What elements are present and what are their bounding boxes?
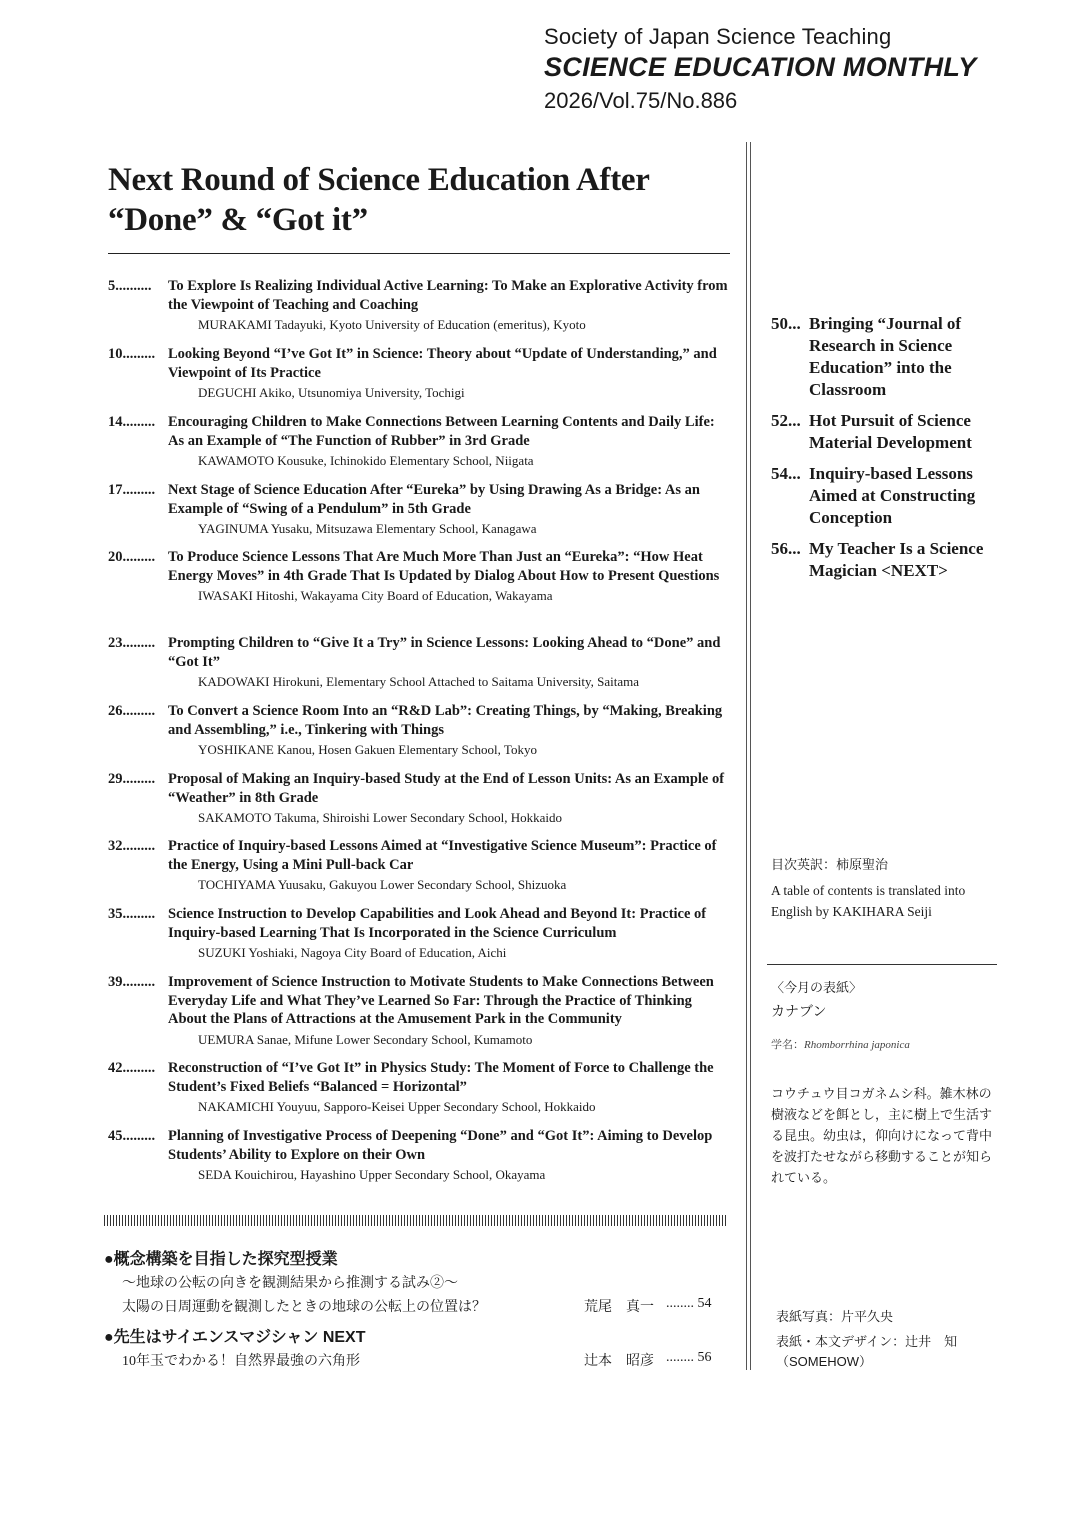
toc-author: DEGUCHI Akiko, Utsunomiya University, Tochigi [198, 385, 465, 400]
society-name: Society of Japan Science Teaching [544, 24, 892, 49]
toc-page: 26......... [108, 703, 156, 719]
right-toc-item[interactable] [771, 410, 1011, 454]
series-subtitle: 〜地球の公転の向きを観測結果から推測する試み②〜 [122, 1276, 458, 1291]
toc-title: To Produce Science Lessons That Are Much More Than Just an “Eureka”: “How Heat Energy Moves” in 4th Grade That Is Updated by Dialog About How to Present Questions [168, 549, 720, 584]
toc-author: SUZUKI Yoshiaki, Nagoya City Board of Education, Aichi [198, 945, 507, 960]
toc-entry[interactable] [108, 702, 728, 759]
feature-title-line1: Next Round of Science Education After [108, 162, 650, 198]
right-toc-title: My Teacher Is a Science Magician <NEXT> [809, 539, 984, 580]
toc-page: 14......... [108, 414, 156, 430]
toc-entry[interactable] [108, 973, 728, 1049]
toc-page: 29......... [108, 771, 156, 787]
toc-entry[interactable] [108, 277, 728, 334]
scientific-name-value: Rhomborrhina japonica [804, 1039, 910, 1051]
toc-entry[interactable] [108, 905, 728, 962]
toc-author: TOCHIYAMA Yuusaku, Gakuyou Lower Secondary School, Shizuoka [198, 877, 567, 892]
right-toc-item[interactable] [771, 538, 1011, 582]
toc-title: Looking Beyond “I’ve Got It” in Science: Theory about “Update of Understanding,” and Viewpoint of Its Practice [168, 346, 717, 381]
right-toc-item[interactable] [771, 463, 1011, 529]
toc-author: YOSHIKANE Kanou, Hosen Gakuen Elementary School, Tokyo [198, 742, 537, 757]
scientific-name-prefix: 学名： [771, 1039, 804, 1051]
series-author: 辻本 昭彦 [584, 1354, 654, 1369]
toc-entry[interactable] [108, 1127, 728, 1184]
toc-title: Prompting Children to “Give It a Try” in Science Lessons: Looking Ahead to “Done” and “Got It” [168, 635, 721, 670]
cover-label: 〈今月の表紙〉 [771, 980, 863, 995]
toc-entry[interactable] [108, 1059, 728, 1116]
right-toc-item[interactable] [771, 313, 1011, 401]
toc-author: KAWAMOTO Kousuke, Ichinokido Elementary School, Niigata [198, 453, 534, 468]
toc-entry[interactable] [108, 770, 728, 827]
series-page: ........ 54 [666, 1296, 712, 1311]
series-page: ........ 56 [666, 1350, 712, 1365]
right-toc-page: 56... [771, 539, 801, 558]
right-toc-page: 54... [771, 464, 801, 483]
toc-page: 32......... [108, 838, 156, 854]
series-heading: ●概念構築を目指した探究型授業 [104, 1251, 338, 1268]
right-toc-title: Bringing “Journal of Research in Science Education” into the Classroom [809, 314, 962, 399]
toc-author: UEMURA Sanae, Mifune Lower Secondary School, Kumamoto [198, 1031, 533, 1047]
translator-credit-en: A table of contents is translated into English by KAKIHARA Seiji [771, 883, 966, 919]
toc-title: Improvement of Science Instruction to Motivate Students to Make Connections Between Everyday Life and What They’ve Learned So Far: Through the Practice of Thinking About the Plans of Attractions at the Amusement Park in the Community [168, 974, 714, 1027]
scientific-name [771, 1036, 910, 1052]
column-divider [746, 142, 751, 1370]
feature-divider [108, 253, 730, 254]
toc-author: MURAKAMI Tadayuki, Kyoto University of Education (emeritus), Kyoto [198, 317, 586, 332]
toc-entry[interactable] [108, 548, 728, 605]
toc-title: Proposal of Making an Inquiry-based Study at the End of Lesson Units: As an Example of “Weather” in 8th Grade [168, 771, 725, 806]
toc-page: 10......... [108, 346, 156, 362]
right-toc-page: 52... [771, 411, 801, 430]
toc-author: IWASAKI Hitoshi, Wakayama City Board of Education, Wakayama [198, 588, 553, 603]
toc-title: Reconstruction of “I’ve Got It” in Physics Study: The Moment of Force to Challenge the Student’s Fixed Beliefs “Balanced = Horizontal” [168, 1060, 714, 1095]
toc-title: Planning of Investigative Process of Deepening “Done” and “Got It”: Aiming to Develop Students’ Ability to Explore on their Own [168, 1128, 713, 1163]
toc-author: SEDA Kouichirou, Hayashino Upper Secondary School, Okayama [198, 1167, 546, 1182]
toc-page: 42......... [108, 1060, 156, 1076]
toc-page: 17......... [108, 482, 156, 498]
toc-title: Next Stage of Science Education After “Eureka” by Using Drawing As a Bridge: As an Example of “Swing of a Pendulum” in 5th Grade [168, 482, 700, 517]
toc-title: To Convert a Science Room Into an “R&D Lab”: Creating Things, by “Making, Breaking and Assembling,” i.e., Tinkering with Things [168, 703, 723, 738]
series-heading: ●先生はサイエンスマジシャン NEXT [104, 1329, 366, 1346]
magazine-title: SCIENCE EDUCATION MONTHLY [544, 52, 977, 82]
toc-entry[interactable] [108, 634, 728, 691]
toc-page: 39......... [108, 974, 156, 990]
toc-entry[interactable] [108, 481, 728, 538]
toc-author: SAKAMOTO Takuma, Shiroishi Lower Secondary School, Hokkaido [198, 810, 563, 825]
series-line[interactable]: 10年玉でわかる！自然界最強の六角形 [122, 1354, 360, 1369]
right-toc-title: Hot Pursuit of Science Material Development [809, 411, 972, 452]
toc-page: 35......... [108, 906, 156, 922]
toc-title: Science Instruction to Develop Capabilities and Look Ahead and Beyond It: Practice of Inquiry-based Learning That Is Incorporated in the Science Curriculum [168, 906, 707, 941]
cover-divider [767, 964, 997, 965]
toc-title: To Explore Is Realizing Individual Active Learning: To Make an Explorative Activity from the Viewpoint of Teaching and Coaching [168, 278, 728, 313]
series-line[interactable]: 太陽の日周運動を観測したときの地球の公転上の位置は？ [122, 1300, 486, 1315]
toc-author: KADOWAKI Hirokuni, Elementary School Attached to Saitama University, Saitama [198, 674, 640, 689]
toc-page: 5.......... [108, 278, 152, 294]
toc-entry[interactable] [108, 345, 728, 402]
cover-description: コウチュウ目コガネムシ科。雑木林の樹液などを餌とし，主に樹上で生活する昆虫。幼虫は，仰向けになって背中を波打たせながら移動することが知られている。 [771, 1086, 993, 1185]
right-toc-title: Inquiry-based Lessons Aimed at Constructing Conception [809, 464, 976, 527]
photo-credit: 表紙写真：片平久央 [776, 1309, 894, 1324]
toc-author: YAGINUMA Yusaku, Mitsuzawa Elementary School, Kanagawa [198, 521, 537, 536]
toc-title: Encouraging Children to Make Connections Between Learning Contents and Daily Life: As an Example of “The Function of Rubber” in 3rd Grade [168, 414, 715, 449]
feature-title-line2: “Done” & “Got it” [108, 202, 368, 238]
translator-credit-jp: 目次英訳：柿原聖治 [771, 857, 889, 872]
toc-author: NAKAMICHI Youyuu, Sapporo-Keisei Upper Secondary School, Hokkaido [198, 1099, 596, 1114]
toc-page: 45......... [108, 1128, 156, 1144]
cover-insect-name: カナブン [771, 1003, 827, 1019]
right-toc-page: 50... [771, 314, 801, 333]
toc-title: Practice of Inquiry-based Lessons Aimed at “Investigative Science Museum”: Practice of the Energy, Using a Mini Pull-back Car [168, 838, 717, 873]
toc-page: 20......... [108, 549, 156, 565]
feature-title [108, 160, 728, 240]
series-author: 荒尾 真一 [584, 1300, 654, 1315]
toc-page: 23......... [108, 635, 156, 651]
toc-entry[interactable] [108, 837, 728, 894]
hatched-divider [104, 1215, 728, 1226]
issue-number: 2026/Vol.75/No.886 [544, 88, 738, 113]
toc-entry[interactable] [108, 413, 728, 470]
design-credit: 表紙・本文デザイン：辻井 知（SOMEHOW） [776, 1334, 958, 1369]
